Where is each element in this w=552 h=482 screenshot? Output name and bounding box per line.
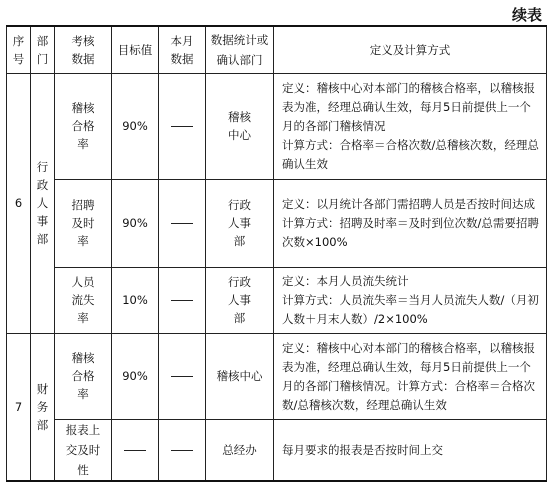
target-cell: 90%	[112, 180, 159, 268]
table-row	[7, 334, 547, 420]
definition-cell: 每月要求的报表是否按时间上交	[274, 420, 547, 482]
stat-dept-cell: 稽核中心	[206, 334, 274, 420]
target-dash	[124, 450, 146, 451]
target-cell: 90%	[112, 334, 159, 420]
month-cell	[159, 180, 206, 268]
header-definition: 定义及计算方式	[274, 26, 547, 74]
definition-cell: 定义：本月人员流失统计 计算方式：人员流失率＝当月人员流失人数/（月初人数＋月末人数）/2×100%	[274, 268, 547, 334]
header-indicator: 考核数据	[55, 26, 112, 74]
stat-dept-cell: 稽核中心	[206, 74, 274, 180]
dept-cell: 行政人事部	[31, 74, 55, 334]
stat-dept-cell: 总经办	[206, 420, 274, 482]
target-cell: 90%	[112, 74, 159, 180]
definition-cell: 定义：稽核中心对本部门的稽核合格率，以稽核报表为准，经理总确认生效，每月5日前提供上一个月的各部门稽核情况。计算方式：合格率＝合格次数/总稽核次数，经理总确认生效	[274, 334, 547, 420]
continued-label: 续表	[511, 6, 542, 24]
kpi-table	[6, 25, 547, 482]
header-month: 本月数据	[159, 26, 206, 74]
indicator-cell: 招聘及时率	[55, 180, 112, 268]
target-cell: 10%	[112, 268, 159, 334]
month-cell	[159, 334, 206, 420]
header-row	[7, 26, 547, 74]
table-row	[7, 268, 547, 334]
indicator-cell: 报表上交及时性	[55, 420, 112, 482]
seq-cell: 7	[7, 334, 31, 482]
indicator-cell: 稽核合格率	[55, 334, 112, 420]
target-cell	[112, 420, 159, 482]
table-row	[7, 74, 547, 180]
header-target: 目标值	[112, 26, 159, 74]
table-row	[7, 420, 547, 482]
table-row	[7, 180, 547, 268]
month-cell	[159, 420, 206, 482]
stat-dept-cell: 行政人事部	[206, 268, 274, 334]
definition-cell: 定义：稽核中心对本部门的稽核合格率，以稽核报表为准，经理总确认生效，每月5日前提供上一个月的各部门稽核情况 计算方式：合格率＝合格次数/总稽核次数，经理总确认生效	[274, 74, 547, 180]
stat-dept-cell: 行政人事部	[206, 180, 274, 268]
dept-cell: 财务部	[31, 334, 55, 482]
month-cell	[159, 74, 206, 180]
header-stat-dept: 数据统计或确认部门	[206, 26, 274, 74]
header-seq: 序号	[7, 26, 31, 74]
month-cell	[159, 268, 206, 334]
indicator-cell: 人员流失率	[55, 268, 112, 334]
seq-cell: 6	[7, 74, 31, 334]
definition-cell: 定义：以月统计各部门需招聘人员是否按时间达成 计算方式：招聘及时率＝及时到位次数/总需要招聘次数×100%	[274, 180, 547, 268]
header-dept: 部门	[31, 26, 55, 74]
indicator-cell: 稽核合格率	[55, 74, 112, 180]
